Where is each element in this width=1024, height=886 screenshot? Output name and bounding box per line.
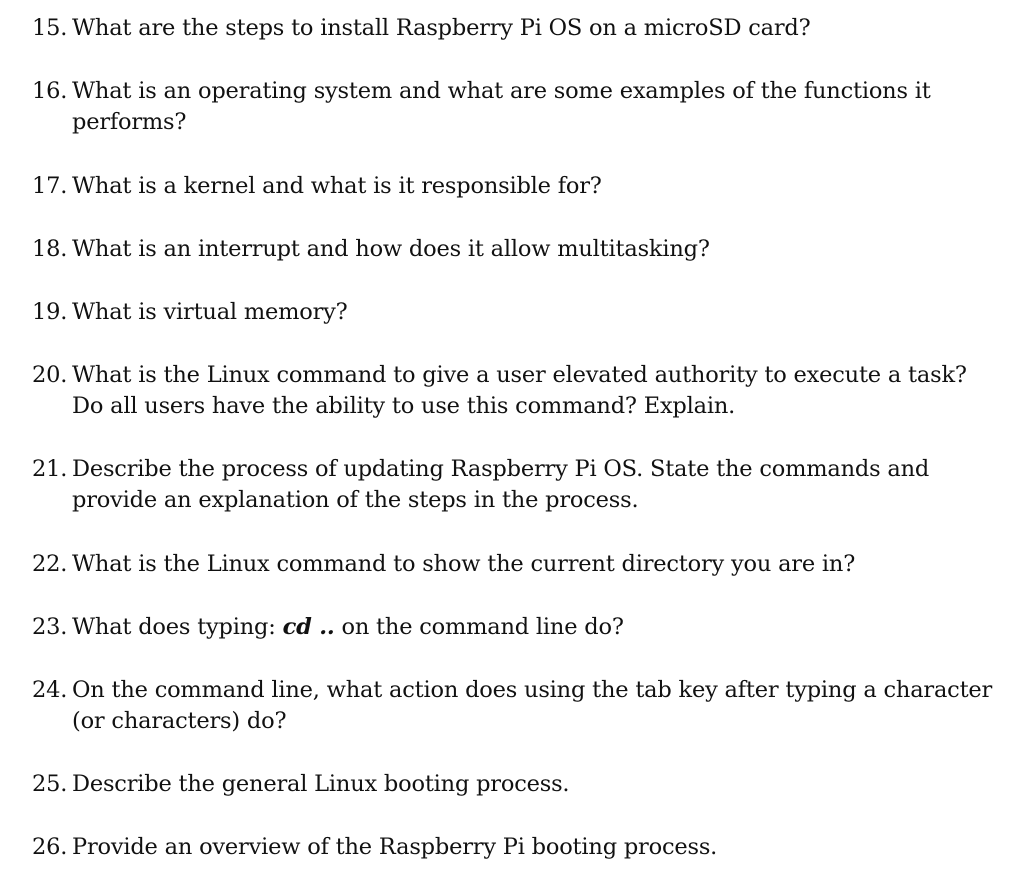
question-text-before: What does typing: (72, 614, 283, 640)
question-text (72, 454, 929, 516)
question-line: What is a kernel and what is it responsible for? (72, 173, 602, 199)
question-number: 21. (32, 456, 68, 482)
question-number: 24. (32, 677, 68, 703)
question-line: On the command line, what action does using the tab key after typing a character (72, 677, 993, 703)
question-text (72, 76, 931, 138)
question-line: What are the steps to install Raspberry Pi OS on a microSD card? (72, 15, 811, 41)
question-number: 22. (32, 551, 68, 577)
question-line: What is the Linux command to give a user elevated authority to execute a task? (72, 362, 967, 388)
question-text (72, 675, 992, 737)
question-line: Describe the general Linux booting process. (72, 771, 570, 797)
question-text (72, 769, 569, 800)
question-number: 26. (32, 834, 68, 860)
question-text (72, 832, 717, 863)
question-number: 17. (32, 173, 68, 199)
question-line: Do all users have the ability to use this command? Explain. (72, 393, 736, 419)
question-number: 18. (32, 236, 68, 262)
question-line: What is an operating system and what are some examples of the functions it (72, 78, 931, 104)
question-text (72, 360, 967, 422)
question-text (72, 297, 348, 328)
question-line: What is an interrupt and how does it allow multitasking? (72, 236, 710, 262)
question-line: Provide an overview of the Raspberry Pi booting process. (72, 834, 718, 860)
question-number: 15. (32, 15, 68, 41)
question-line: (or characters) do? (72, 708, 287, 734)
question-number: 20. (32, 362, 68, 388)
question-line: What is the Linux command to show the current directory you are in? (72, 551, 856, 577)
question-number: 25. (32, 771, 68, 797)
question-text (72, 171, 602, 202)
question-text (72, 612, 624, 643)
question-text (72, 549, 855, 580)
question-line: What is virtual memory? (72, 299, 348, 325)
question-text (72, 234, 710, 265)
question-text-after: on the command line do? (334, 614, 624, 640)
question-text (72, 13, 811, 44)
question-line: provide an explanation of the steps in the process. (72, 487, 639, 513)
question-line: performs? (72, 109, 187, 135)
command-text: cd .. (282, 614, 335, 640)
question-line: Describe the process of updating Raspberry Pi OS. State the commands and (72, 456, 930, 482)
question-number: 23. (32, 614, 68, 640)
question-number: 16. (32, 78, 68, 104)
question-number: 19. (32, 299, 68, 325)
